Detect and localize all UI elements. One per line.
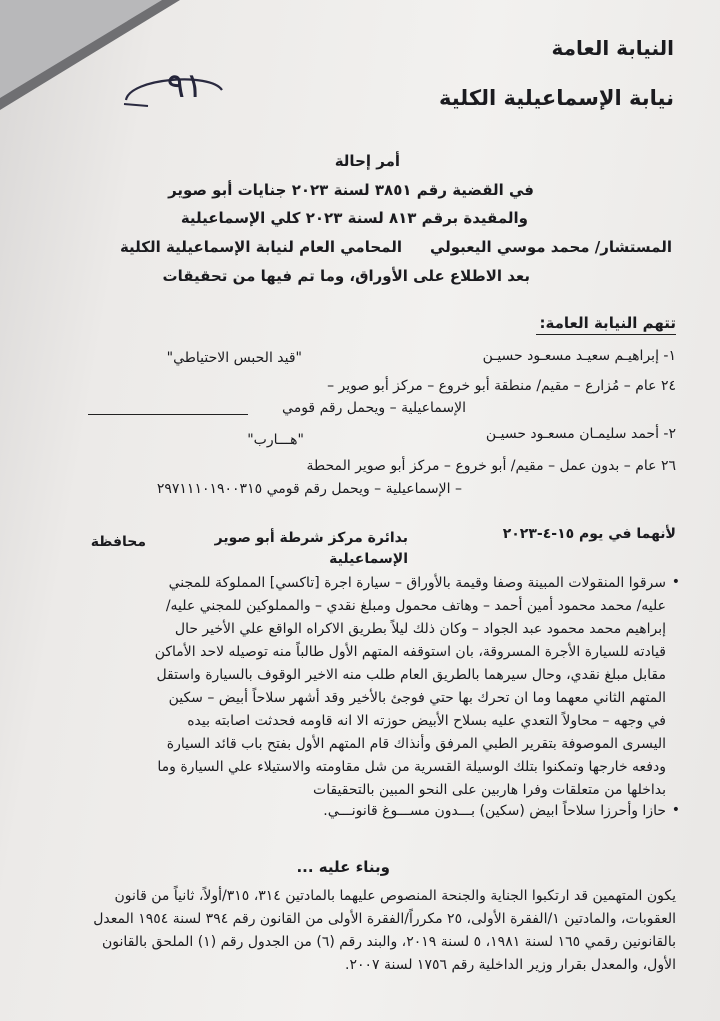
- charge-2-line: حازا وأحرزا سلاحاً ابيض (سكين) بـــدون مســـوغ قانونـــي.: [323, 803, 666, 819]
- charge-1-line2: عليه/ محمد محمود أمين أحمد – وهاتف محمول ومبلغ نقدي – والمملوكين للمجني عليه/: [165, 598, 666, 614]
- accused-2-status: "هـــارب": [247, 432, 304, 448]
- charge-1-line10: بداخلها من متعلقات وفرا هاربين على النحو المبين بالتحقيقات: [313, 782, 666, 798]
- accused-1-details-line1: ٢٤ عام – مُزارع – مقيم/ منطقة أبو خروع – مركز أبو صوير –: [327, 378, 676, 394]
- incident-date: لأنهما في يوم ١٥-٤-٢٠٢٣: [502, 526, 676, 542]
- charge-1-line3: إبراهيم محمد محمود عبد الجواد – وكان ذلك ليلاً بطريق الاكراه الواقع علي الأخير حال: [174, 621, 666, 637]
- charge-1-line5: مقابل مبلغ نقدي، وحال سيرهما بالطريق العام طلب منه الاخير الوقوف بالسيارة واستقل: [156, 667, 666, 683]
- charge-1-line4: قيادته للسيارة الأجرة المسروقة، بان استوقفه المتهم الأول طالباً منه توصيله لاحد الأماكن: [154, 644, 666, 660]
- accused-1-details-line2: الإسماعيلية – ويحمل رقم قومي: [282, 400, 466, 416]
- charge-1-line1: سرقوا المنقولات المبينة وصفا وقيمة بالأوراق – سيارة اجرة [تاكسي] المملوكة للمجني: [168, 575, 666, 591]
- referral-order-title: أمر إحالة: [334, 152, 400, 170]
- accused-2-details-line1: ٢٦ عام – بدون عمل – مقيم/ أبو خروع – مركز أبو صوير المحطة: [306, 458, 676, 474]
- header-public-prosecution: النيابة العامة: [551, 36, 674, 60]
- conclusion-line1: يكون المتهمين قد ارتكبوا الجناية والجنحة المنصوص عليهما بالمادتين ٣١٤، ٣١٥/أولاً، ثانياً من قانون: [114, 888, 676, 904]
- charge-1-line6: المتهم الثاني معهما وما ان تحرك بها حتي فوجئ بالأخير وقد أشهر سلاحاً أبيض – سكين: [168, 690, 666, 706]
- conclusion-line2: العقوبات، والمادتين ١/الفقرة الأولى، ٢٥ مكرراً/الفقرة الأولى من القانون رقم ٣٩٤ لسنة ١٩٥٤ المعدل: [93, 911, 676, 927]
- case-registration-line: والمقيدة برقم ٨١٣ لسنة ٢٠٢٣ كلي الإسماعيلية: [180, 209, 528, 227]
- incident-governorate-name: الإسماعيلية: [329, 551, 408, 567]
- charge-1-bullet: •: [671, 574, 680, 590]
- accused-heading: تتهم النيابة العامة:: [539, 314, 676, 332]
- accused-2-details-line2: – الإسماعيلية – ويحمل رقم قومي ٢٩٧١١١٠١٩٠٠٣١٥: [156, 481, 462, 497]
- conclusion-line3: بالقانونين رقمي ١٦٥ لسنة ١٩٨١، ٥ لسنة ٢٠١٩، والبند رقم (٦) من الجدول رقم (١) الملحق بالقانون: [102, 934, 676, 950]
- counselor-title: المحامي العام لنيابة الإسماعيلية الكلية: [119, 238, 402, 256]
- charge-1-line9: ودفعه خارجها وتمكنوا بتلك الوسيلة القسرية من شل مقاومته والاستيلاء علي السيارة وما: [157, 759, 666, 775]
- review-statement: بعد الاطلاع على الأوراق، وما تم فيها من تحقيقات: [162, 267, 530, 285]
- conclusion-line4: الأول، والمعدل بقرار وزير الداخلية رقم ١٧٥٦ لسنة ٢٠٠٧.: [345, 957, 676, 973]
- handwritten-number: ٩١: [166, 66, 204, 106]
- charge-1-line8: اليسرى الموصوفة بتقرير الطبي المرفق وأنذاك قام المتهم الأول بفتح باب قائد السيارة: [166, 736, 666, 752]
- accused-1-status: "قيد الحبس الاحتياطي": [166, 350, 302, 366]
- header-ismailia-prosecution: نيابة الإسماعيلية الكلية: [438, 86, 674, 110]
- conclusion-heading: وبناء عليه ...: [296, 858, 390, 876]
- charge-1-line7: في وجهه – محاولاً التعدي عليه بسلاح الأبيض حوزته الا انه قاومه فحدثت اصابته بيده: [187, 713, 666, 729]
- national-id-blank-line: [88, 414, 248, 415]
- accused-1-name: ١- إبراهيـم سعيـد مسعـود حسيـن: [482, 348, 676, 364]
- charge-2-bullet: •: [671, 802, 680, 818]
- accused-2-name: ٢- أحمد سليمـان مسعـود حسيـن: [485, 426, 676, 442]
- heading-underline: [536, 334, 676, 335]
- incident-governorate-label: محافظة: [90, 534, 146, 550]
- incident-location: بدائرة مركز شرطة أبو صوير: [214, 530, 408, 546]
- counselor-name: المستشار/ محمد موسي اليعبولي: [429, 238, 672, 256]
- case-number-line: في القضية رقم ٣٨٥١ لسنة ٢٠٢٣ جنايات أبو صوير: [168, 181, 534, 199]
